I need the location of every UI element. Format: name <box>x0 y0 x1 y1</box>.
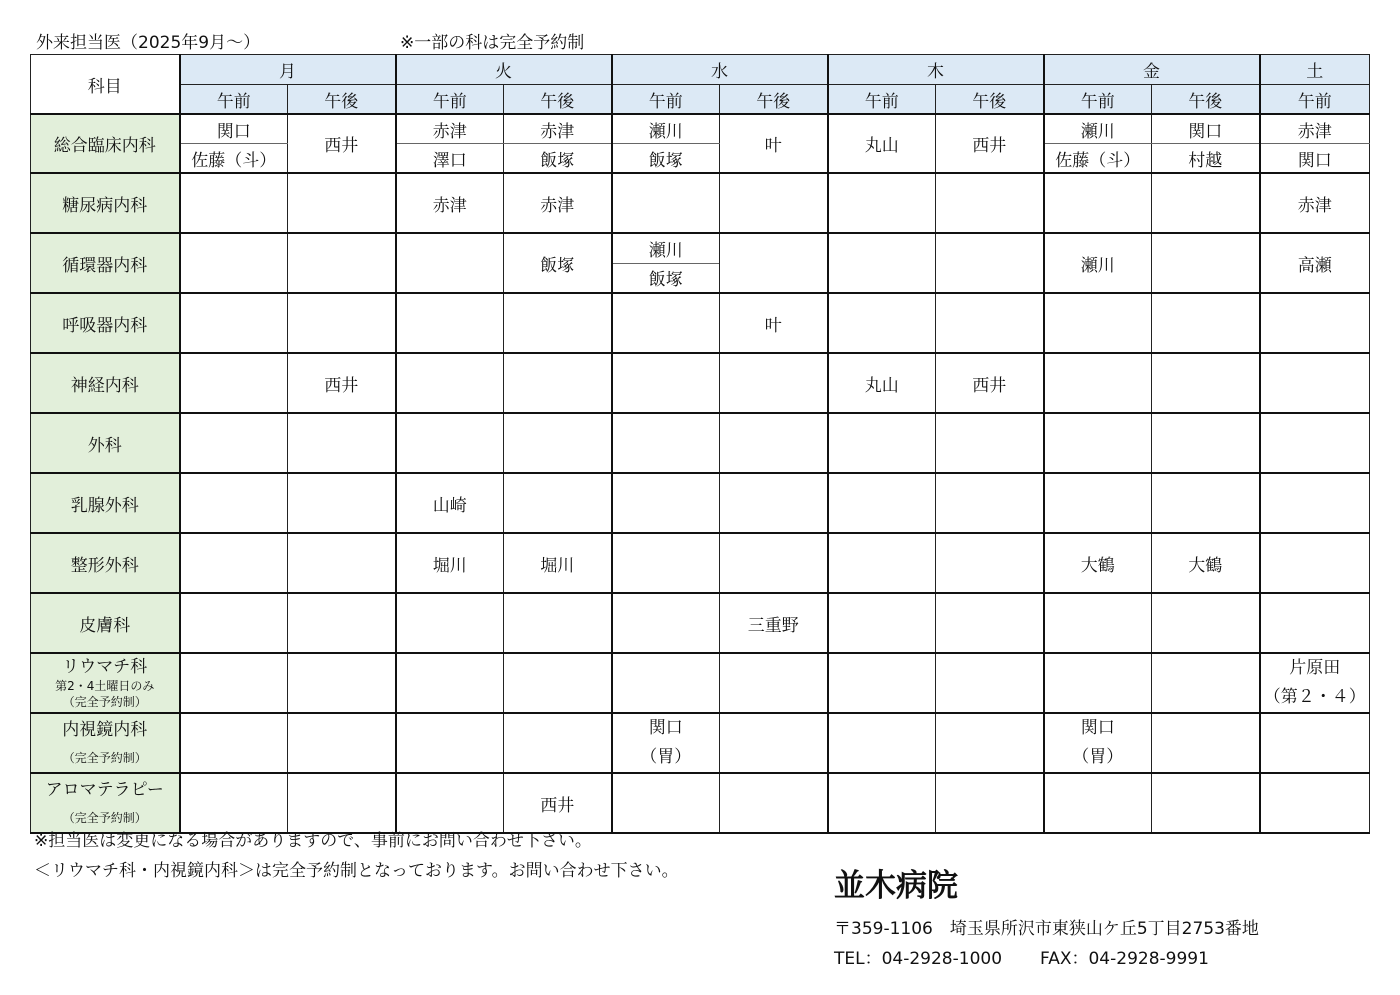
ortho-tue-am: 堀川 <box>396 533 504 593</box>
table-cell <box>828 653 936 713</box>
general-wed-am-2: 飯塚 <box>612 144 720 174</box>
rheum-name: リウマチ科 <box>62 657 148 677</box>
diabetes-tue-am: 赤津 <box>396 173 504 233</box>
diabetes-sat-am: 赤津 <box>1260 173 1370 233</box>
table-cell <box>1152 713 1260 773</box>
endo-wed-doctor: 関口 <box>648 718 683 738</box>
cardio-tue-pm: 飯塚 <box>504 233 612 293</box>
day-tue: 火 <box>396 55 612 85</box>
table-cell <box>504 653 612 713</box>
table-cell <box>1152 773 1260 833</box>
neuro-mon-pm: 西井 <box>288 353 396 413</box>
table-cell <box>504 293 612 353</box>
sat-am-header: 午前 <box>1260 85 1370 115</box>
general-sat-am-2: 関口 <box>1260 144 1370 174</box>
table-cell <box>180 173 288 233</box>
table-cell <box>1260 293 1370 353</box>
table-cell <box>828 173 936 233</box>
ortho-fri-am: 大鶴 <box>1044 533 1152 593</box>
tue-pm-header: 午後 <box>504 85 612 115</box>
dept-general-internal: 総合臨床内科 <box>31 114 180 173</box>
table-cell <box>828 293 936 353</box>
table-cell <box>612 173 720 233</box>
neuro-thu-pm: 西井 <box>936 353 1044 413</box>
header-subject: 科目 <box>31 55 180 115</box>
table-cell <box>180 413 288 473</box>
endo-fri-note: （胃） <box>1072 747 1124 767</box>
table-cell <box>612 593 720 653</box>
table-cell <box>720 533 828 593</box>
dept-neurology: 神経内科 <box>31 353 180 413</box>
table-cell <box>720 413 828 473</box>
day-sat: 土 <box>1260 55 1370 85</box>
table-cell <box>396 773 504 833</box>
derm-wed-pm: 三重野 <box>720 593 828 653</box>
table-cell <box>396 353 504 413</box>
table-cell <box>1260 473 1370 533</box>
aroma-sub: （完全予約制） <box>62 811 147 825</box>
table-cell <box>180 353 288 413</box>
table-cell <box>1152 233 1260 293</box>
table-cell <box>288 293 396 353</box>
table-cell <box>396 293 504 353</box>
table-cell <box>828 713 936 773</box>
general-fri-pm-1: 関口 <box>1152 114 1260 144</box>
table-cell <box>612 293 720 353</box>
table-cell <box>1260 713 1370 773</box>
dept-dermatology: 皮膚科 <box>31 593 180 653</box>
dept-respiratory: 呼吸器内科 <box>31 293 180 353</box>
table-cell <box>1260 353 1370 413</box>
table-cell <box>396 713 504 773</box>
general-sat-am-1: 赤津 <box>1260 114 1370 144</box>
dept-orthopedics: 整形外科 <box>31 533 180 593</box>
table-cell <box>936 233 1044 293</box>
table-cell <box>936 713 1044 773</box>
thu-pm-header: 午後 <box>936 85 1044 115</box>
resp-wed-pm: 叶 <box>720 293 828 353</box>
table-cell <box>288 653 396 713</box>
breast-tue-am: 山崎 <box>396 473 504 533</box>
general-tue-pm-1: 赤津 <box>504 114 612 144</box>
table-cell <box>1152 173 1260 233</box>
page-title: 外来担当医（2025年9月～） <box>36 33 261 53</box>
general-fri-pm-2: 村越 <box>1152 144 1260 174</box>
dept-endoscopy <box>31 713 180 773</box>
hospital-tel: TEL：04-2928-1000 <box>834 949 1003 969</box>
endo-sub: （完全予約制） <box>62 751 147 765</box>
table-cell <box>1044 353 1152 413</box>
table-cell <box>612 473 720 533</box>
endo-fri-doctor: 関口 <box>1080 718 1115 738</box>
table-cell <box>1044 473 1152 533</box>
table-cell <box>288 413 396 473</box>
mon-pm-header: 午後 <box>288 85 396 115</box>
table-cell <box>180 653 288 713</box>
wed-pm-header: 午後 <box>720 85 828 115</box>
day-mon: 月 <box>180 55 396 85</box>
diabetes-tue-pm: 赤津 <box>504 173 612 233</box>
table-cell <box>720 713 828 773</box>
table-cell <box>1152 293 1260 353</box>
table-cell <box>180 713 288 773</box>
endo-wed-note: （胃） <box>640 747 692 767</box>
reservation-note: ※一部の科は完全予約制 <box>400 33 585 53</box>
table-cell <box>1044 653 1152 713</box>
table-cell <box>720 233 828 293</box>
fri-am-header: 午前 <box>1044 85 1152 115</box>
general-tue-am-1: 赤津 <box>396 114 504 144</box>
general-fri-am-1: 瀬川 <box>1044 114 1152 144</box>
table-cell <box>612 653 720 713</box>
table-cell <box>720 353 828 413</box>
table-cell <box>288 713 396 773</box>
general-tue-pm-2: 飯塚 <box>504 144 612 174</box>
dept-aromatherapy <box>31 773 180 833</box>
cardio-wed-am-2: 飯塚 <box>648 270 683 291</box>
table-cell <box>720 773 828 833</box>
table-cell <box>288 233 396 293</box>
table-cell <box>1152 413 1260 473</box>
cardio-fri-am: 瀬川 <box>1044 233 1152 293</box>
ortho-tue-pm: 堀川 <box>504 533 612 593</box>
table-cell <box>396 653 504 713</box>
day-fri: 金 <box>1044 55 1260 85</box>
table-cell <box>936 413 1044 473</box>
table-cell <box>288 773 396 833</box>
table-cell <box>1044 293 1152 353</box>
dept-rheumatology <box>31 653 180 713</box>
tue-am-header: 午前 <box>396 85 504 115</box>
table-cell <box>180 473 288 533</box>
table-cell <box>720 653 828 713</box>
table-cell <box>288 533 396 593</box>
table-cell <box>288 173 396 233</box>
general-thu-pm: 西井 <box>936 114 1044 173</box>
table-cell <box>504 413 612 473</box>
table-cell <box>936 773 1044 833</box>
table-cell <box>180 533 288 593</box>
neuro-thu-am: 丸山 <box>828 353 936 413</box>
general-thu-am: 丸山 <box>828 114 936 173</box>
hospital-name: 並木病院 <box>834 868 958 904</box>
thu-am-header: 午前 <box>828 85 936 115</box>
table-cell <box>612 533 720 593</box>
table-cell <box>828 473 936 533</box>
table-cell <box>936 473 1044 533</box>
table-cell <box>1152 353 1260 413</box>
endo-fri-am <box>1044 713 1152 773</box>
table-cell <box>1260 773 1370 833</box>
table-cell <box>1044 413 1152 473</box>
table-cell <box>288 593 396 653</box>
hospital-fax: FAX：04-2928-9991 <box>1040 949 1209 969</box>
table-cell <box>1260 533 1370 593</box>
endo-wed-am <box>612 713 720 773</box>
table-cell <box>1260 413 1370 473</box>
endo-name: 内視鏡内科 <box>62 720 148 740</box>
table-cell <box>396 233 504 293</box>
table-cell <box>936 173 1044 233</box>
general-fri-am-2: 佐藤（斗） <box>1044 144 1152 174</box>
table-cell <box>828 773 936 833</box>
rheum-sat-doctor: 片原田 <box>1289 658 1341 678</box>
hospital-address: 〒359-1106 埼玉県所沢市東狭山ケ丘5丁目2753番地 <box>834 919 1259 939</box>
table-cell <box>180 233 288 293</box>
table-cell <box>504 473 612 533</box>
mon-am-header: 午前 <box>180 85 288 115</box>
table-cell <box>936 533 1044 593</box>
general-mon-pm: 西井 <box>288 114 396 173</box>
table-cell <box>936 593 1044 653</box>
table-cell <box>1044 593 1152 653</box>
dept-diabetes: 糖尿病内科 <box>31 173 180 233</box>
table-cell <box>504 593 612 653</box>
table-cell <box>180 293 288 353</box>
table-cell <box>828 593 936 653</box>
dept-breast-surgery: 乳腺外科 <box>31 473 180 533</box>
general-mon-am-1: 関口 <box>180 114 288 144</box>
dept-surgery: 外科 <box>31 413 180 473</box>
table-cell <box>828 533 936 593</box>
fri-pm-header: 午後 <box>1152 85 1260 115</box>
rheum-sat-note: （第２・４） <box>1263 687 1366 707</box>
dept-cardiology: 循環器内科 <box>31 233 180 293</box>
table-cell <box>1152 473 1260 533</box>
table-cell <box>1152 653 1260 713</box>
table-cell <box>180 593 288 653</box>
general-mon-am-2: 佐藤（斗） <box>180 144 288 174</box>
table-cell <box>1152 593 1260 653</box>
table-cell <box>1044 173 1152 233</box>
schedule-table <box>30 54 1370 834</box>
general-wed-am-1: 瀬川 <box>612 114 720 144</box>
table-cell <box>1044 773 1152 833</box>
footer-note-2: ＜リウマチ科・内視鏡内科＞は完全予約制となっております。お問い合わせ下さい。 <box>34 861 679 881</box>
rheum-sat-am <box>1260 653 1370 713</box>
rheum-sub2: （完全予約制） <box>62 695 147 709</box>
ortho-fri-pm: 大鶴 <box>1152 533 1260 593</box>
table-cell <box>612 353 720 413</box>
aroma-name: アロマテラピー <box>45 780 164 800</box>
cardio-wed-am <box>612 233 720 293</box>
table-cell <box>720 173 828 233</box>
table-cell <box>936 293 1044 353</box>
table-cell <box>936 653 1044 713</box>
footer-note-1: ※担当医は変更になる場合がありますので、事前にお問い合わせ下さい。 <box>34 831 592 851</box>
day-thu: 木 <box>828 55 1044 85</box>
table-cell <box>396 413 504 473</box>
aroma-tue-pm: 西井 <box>504 773 612 833</box>
table-cell <box>612 413 720 473</box>
table-cell <box>720 473 828 533</box>
table-cell <box>288 473 396 533</box>
cardio-sat-am: 高瀬 <box>1260 233 1370 293</box>
table-cell <box>1260 593 1370 653</box>
table-cell <box>828 233 936 293</box>
day-wed: 水 <box>612 55 828 85</box>
table-cell <box>828 413 936 473</box>
wed-am-header: 午前 <box>612 85 720 115</box>
general-tue-am-2: 澤口 <box>396 144 504 174</box>
cardio-wed-am-1: 瀬川 <box>613 234 720 264</box>
table-cell <box>504 353 612 413</box>
table-cell <box>180 773 288 833</box>
rheum-sub1: 第2・4土曜日のみ <box>55 679 155 693</box>
table-cell <box>504 713 612 773</box>
table-cell <box>612 773 720 833</box>
general-wed-pm: 叶 <box>720 114 828 173</box>
table-cell <box>396 593 504 653</box>
